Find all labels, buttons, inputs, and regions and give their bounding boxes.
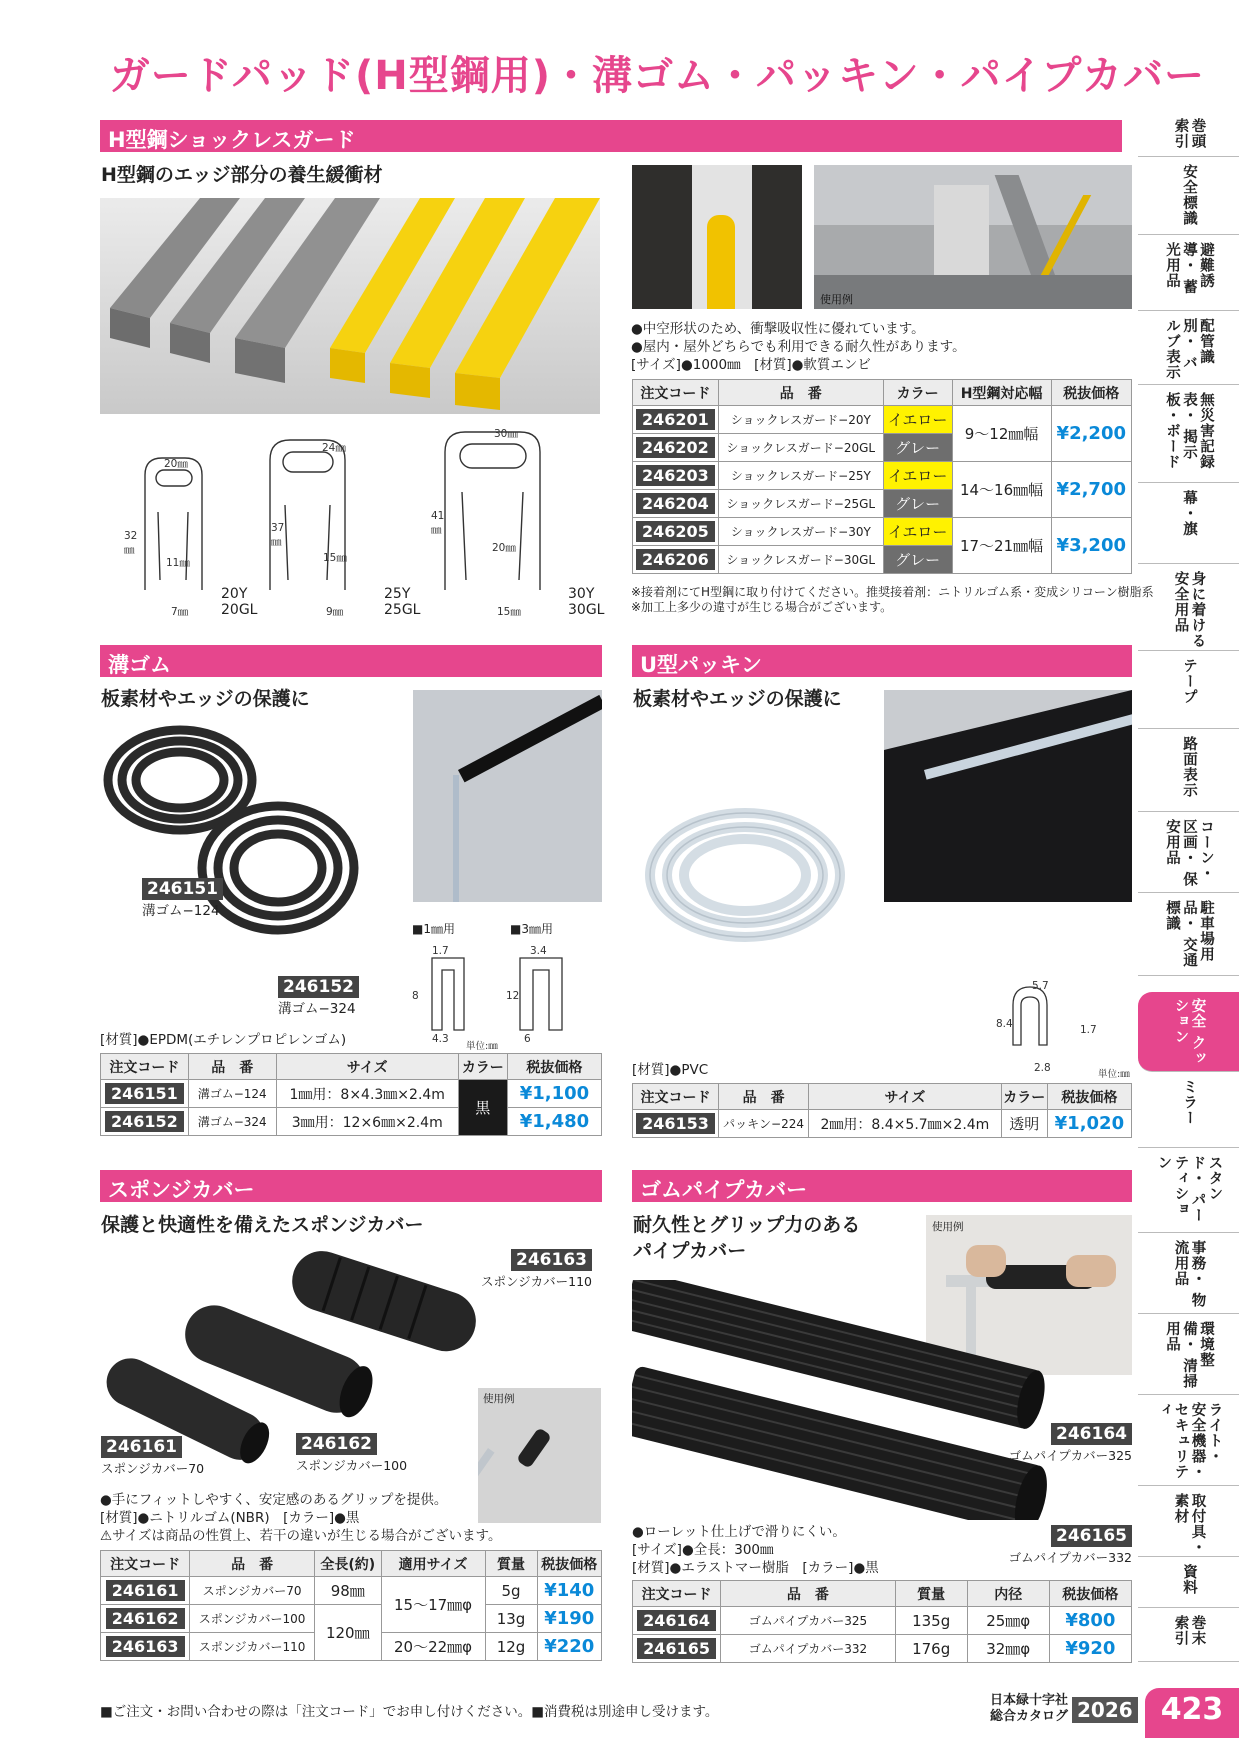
- groove-rubber-coils: [100, 720, 410, 990]
- product-name: ゴムパイプカバー325: [1008, 1448, 1132, 1463]
- shockless-footnote-1: ※接着剤にてH型鋼に取り付けてください。推奨接着剤：ニトリルゴム系・変成シリコーン樹脂系: [631, 585, 1154, 599]
- item-name: パッキン−224: [719, 1110, 809, 1138]
- product-name: 溝ゴム−324: [278, 1001, 356, 1017]
- diagram-20-width: 20㎜: [164, 458, 188, 470]
- item-name: ショックレスガード−20GL: [718, 434, 883, 462]
- price: ¥1,100: [507, 1080, 601, 1108]
- product-photo-shockless-guards: [100, 198, 600, 414]
- groove-diagram-1mm-label: ■1㎜用: [412, 922, 455, 936]
- inner-diameter: 25㎜φ: [967, 1607, 1049, 1635]
- sidebar-tab[interactable]: 配管識別・ バルブ表示: [1138, 312, 1239, 385]
- usage-photo-column-corner: [632, 165, 802, 309]
- section-header-sponge-cover: スポンジカバー: [100, 1170, 602, 1202]
- sidebar-tab[interactable]: 幕・旗: [1138, 484, 1239, 564]
- section-subtitle-2-rubber-pipe-cover: パイプカバー: [633, 1240, 747, 1262]
- order-code: 246201: [636, 409, 715, 430]
- color-cell: イエロー: [883, 462, 952, 490]
- section-header-shockless: H型鋼ショックレスガード: [100, 120, 1122, 152]
- col-item: 品 番: [188, 1054, 276, 1080]
- sidebar-tab[interactable]: 路面表示: [1138, 730, 1239, 812]
- product-code: 246152: [278, 976, 359, 998]
- sponge-70-label: [101, 1437, 204, 1478]
- groove-rubber-324-label: [278, 977, 359, 1018]
- u-packing-top: 5.7: [1032, 980, 1049, 992]
- order-code: 246163: [106, 1636, 185, 1657]
- col-order-code: 注文コード: [633, 380, 719, 406]
- catalog-year: 2026: [1072, 1697, 1138, 1723]
- diagram-30-height: 41㎜: [431, 510, 445, 536]
- col-item: 品 番: [721, 1581, 896, 1607]
- section-header-u-packing: U型パッキン: [632, 645, 1132, 677]
- u-packing-usage-photo: [884, 690, 1132, 902]
- sidebar-tab[interactable]: 取付具・ 素材: [1138, 1487, 1239, 1557]
- col-color: カラー: [1001, 1084, 1047, 1110]
- col-inner-diameter: 内径: [967, 1581, 1049, 1607]
- table-row: [633, 1635, 1132, 1663]
- shockless-note-3: [サイズ]●1000㎜ [材質]●軟質エンビ: [631, 357, 871, 373]
- diagram-30-width: 30㎜: [494, 428, 518, 440]
- section-subtitle-shockless: H型鋼のエッジ部分の養生緩衝材: [101, 164, 383, 186]
- groove-rubber-usage-photo: [413, 690, 602, 902]
- sidebar-tab[interactable]: 環境整備・ 清掃用品: [1138, 1315, 1239, 1395]
- col-mass: 質量: [485, 1551, 537, 1577]
- product-name: ゴムパイプカバー332: [1008, 1550, 1132, 1565]
- product-name: スポンジカバー100: [296, 1458, 408, 1473]
- section-subtitle-u-packing: 板素材やエッジの保護に: [633, 688, 842, 710]
- product-name: 溝ゴム−124: [142, 903, 220, 919]
- shockless-guard-illustration: [100, 198, 600, 414]
- table-row: [633, 1607, 1132, 1635]
- table-row: [101, 1080, 602, 1108]
- size: 1㎜用：8×4.3㎜×2.4m: [276, 1080, 458, 1108]
- price: ¥140: [537, 1577, 602, 1605]
- item-name: 溝ゴム−124: [188, 1080, 276, 1108]
- col-price: 税抜価格: [1049, 1581, 1131, 1607]
- groove-rubber-124-label: [142, 879, 223, 920]
- product-code: 246165: [1051, 1525, 1132, 1547]
- col-item: 品 番: [718, 380, 883, 406]
- col-order-code: 注文コード: [633, 1581, 721, 1607]
- mass: 176g: [895, 1635, 967, 1663]
- h-width: 17〜21㎜幅: [952, 518, 1051, 574]
- groove-1mm-top: 1.7: [432, 945, 449, 957]
- col-fit-size: 適用サイズ: [381, 1551, 485, 1577]
- item-name: ショックレスガード−25GL: [718, 490, 883, 518]
- shockless-note-1: ●中空形状のため、衝撃吸収性に優れています。: [631, 321, 925, 337]
- product-code: 246163: [511, 1249, 592, 1271]
- sidebar-tab[interactable]: 資料: [1138, 1558, 1239, 1608]
- mass: 5g: [485, 1577, 537, 1605]
- diagram-20-model-gl: 20GL: [221, 602, 258, 618]
- groove-1mm-bottom: 4.3: [432, 1033, 449, 1045]
- diagram-20-height: 32㎜: [124, 530, 138, 556]
- diagram-30-inner: 20㎜: [492, 542, 516, 554]
- price: ¥1,020: [1047, 1110, 1131, 1138]
- brand-company: 日本緑十字社: [989, 1693, 1068, 1708]
- item-name: ショックレスガード−20Y: [718, 406, 883, 434]
- mass: 12g: [485, 1633, 537, 1661]
- item-name: ゴムパイプカバー332: [721, 1635, 896, 1663]
- order-code: 246152: [105, 1111, 184, 1132]
- u-packing-right: 1.7: [1080, 1024, 1097, 1036]
- col-order-code: 注文コード: [633, 1084, 719, 1110]
- h-width: 9〜12㎜幅: [952, 406, 1051, 462]
- diagram-30-model-y: 30Y: [568, 586, 595, 602]
- usage-label-shockless: 使用例: [820, 293, 853, 306]
- sidebar-tab[interactable]: 避難誘導・ 蓄光用品: [1138, 236, 1239, 311]
- sidebar-tab[interactable]: スタンド・ パーティション: [1138, 1149, 1239, 1233]
- order-code: 246161: [106, 1580, 185, 1601]
- section-header-rubber-pipe-cover: ゴムパイプカバー: [632, 1170, 1132, 1202]
- diagram-25-model-gl: 25GL: [384, 602, 421, 618]
- pipe-325-label: [1008, 1424, 1132, 1465]
- groove-3mm-bottom: 6: [524, 1033, 531, 1045]
- col-price: 税抜価格: [537, 1551, 602, 1577]
- groove-1mm-side: 8: [412, 990, 419, 1002]
- section-subtitle-groove-rubber: 板素材やエッジの保護に: [101, 688, 310, 710]
- page-number: 423: [1145, 1688, 1239, 1738]
- price: ¥190: [537, 1605, 602, 1633]
- size: 3㎜用：12×6㎜×2.4m: [276, 1108, 458, 1136]
- order-code: 246205: [636, 521, 715, 542]
- sidebar-tab[interactable]: コーン・区画・ 保安用品: [1138, 813, 1239, 893]
- u-packing-bottom: 2.8: [1034, 1062, 1051, 1074]
- section-subtitle-sponge-cover: 保護と快適性を備えたスポンジカバー: [101, 1214, 424, 1236]
- table-row: [633, 406, 1132, 434]
- diagram-30-bottom: 15㎜: [497, 606, 521, 618]
- table-row: [101, 1108, 602, 1136]
- category-sidebar: [1138, 112, 1239, 1662]
- product-name: スポンジカバー110: [480, 1274, 592, 1289]
- diagram-25-height: 37㎜: [271, 522, 285, 548]
- color-cell: 透明: [1001, 1110, 1047, 1138]
- rubber-pipe-cover-price-table: [632, 1580, 1132, 1663]
- item-name: 溝ゴム−324: [188, 1108, 276, 1136]
- order-code: 246151: [105, 1083, 184, 1104]
- color-cell: グレー: [883, 434, 952, 462]
- u-packing-price-table: [632, 1083, 1132, 1138]
- diagram-25-width: 24㎜: [322, 442, 346, 454]
- footer-note: ■ご注文・お問い合わせの際は「注文コード」でお申し付けください。■消費税は別途申し受けます。: [100, 1704, 719, 1720]
- usage-photo-parking-garage: [814, 165, 1132, 309]
- col-price: 税抜価格: [507, 1054, 601, 1080]
- groove-3mm-side: 12: [506, 990, 520, 1002]
- sponge-cover-price-table: [100, 1550, 602, 1661]
- order-code: 246202: [636, 437, 715, 458]
- order-code: 246204: [636, 493, 715, 514]
- sponge-note-2: [材質]●ニトリルゴム(NBR) [カラー]●黒: [100, 1510, 360, 1526]
- color-cell: イエロー: [883, 518, 952, 546]
- length: 120㎜: [314, 1605, 381, 1661]
- color-cell: 黒: [458, 1080, 507, 1136]
- color-cell: グレー: [883, 490, 952, 518]
- pipe-note-1: ●ローレット仕上げで滑りにくい。: [632, 1524, 846, 1540]
- u-packing-material: [材質]●PVC: [632, 1062, 709, 1078]
- item-name: ゴムパイプカバー325: [721, 1607, 896, 1635]
- sidebar-tab[interactable]: 事務・ 物流用品: [1138, 1234, 1239, 1314]
- product-code: 246151: [142, 878, 223, 900]
- price: ¥3,200: [1051, 518, 1131, 574]
- product-code: 246164: [1051, 1423, 1132, 1445]
- u-packing-side: 8.4: [996, 1018, 1013, 1030]
- product-code: 246161: [101, 1436, 182, 1458]
- item-name: ショックレスガード−30Y: [718, 518, 883, 546]
- price: ¥920: [1049, 1635, 1131, 1663]
- sidebar-tab[interactable]: 巻頭 索引: [1138, 112, 1239, 157]
- section-subtitle-1-rubber-pipe-cover: 耐久性とグリップ力のある: [633, 1214, 861, 1236]
- order-code: 246165: [637, 1638, 716, 1659]
- diagram-20-model-y: 20Y: [221, 586, 248, 602]
- groove-rubber-price-table: [100, 1053, 602, 1136]
- shockless-footnote-2: ※加工上多少の違寸が生じる場合がございます。: [631, 600, 893, 614]
- price: ¥800: [1049, 1607, 1131, 1635]
- order-code: 246203: [636, 465, 715, 486]
- product-code: 246162: [296, 1433, 377, 1455]
- item-name: スポンジカバー70: [190, 1577, 315, 1605]
- diagram-20-inner: 11㎜: [166, 557, 190, 569]
- sidebar-tab[interactable]: テープ: [1138, 652, 1239, 729]
- usage-label-pipe-cover: 使用例: [932, 1221, 964, 1233]
- shockless-price-table: [632, 379, 1132, 574]
- groove-unit: 単位:㎜: [466, 1041, 498, 1052]
- sidebar-tab[interactable]: 安全標識: [1138, 158, 1239, 235]
- shockless-note-2: ●屋内・屋外どちらでも利用できる耐久性があります。: [631, 339, 966, 355]
- u-packing-coil: [640, 800, 870, 970]
- sponge-usage-photo: [478, 1388, 601, 1523]
- order-code: 246153: [636, 1113, 715, 1134]
- col-color: カラー: [883, 380, 952, 406]
- col-price: 税抜価格: [1047, 1084, 1131, 1110]
- color-cell: イエロー: [883, 406, 952, 434]
- col-mass: 質量: [895, 1581, 967, 1607]
- product-name: スポンジカバー70: [101, 1461, 205, 1476]
- diagram-20-bottom: 7㎜: [171, 606, 189, 618]
- footer-brand: [968, 1693, 1068, 1725]
- groove-3mm-top: 3.4: [530, 945, 547, 957]
- sidebar-tab[interactable]: ライト・ 安全機器・ セキュリティ: [1138, 1396, 1239, 1486]
- col-item: 品 番: [719, 1084, 809, 1110]
- rubber-pipe-cover-products: [632, 1280, 1052, 1520]
- pipe-note-3: [材質]●エラストマー樹脂 [カラー]●黒: [632, 1560, 879, 1576]
- fit-size: 20〜22㎜φ: [381, 1633, 485, 1661]
- col-length: 全長(約): [314, 1551, 381, 1577]
- col-price: 税抜価格: [1051, 380, 1131, 406]
- size: 2㎜用：8.4×5.7㎜×2.4m: [809, 1110, 1001, 1138]
- col-color: カラー: [458, 1054, 507, 1080]
- col-order-code: 注文コード: [101, 1551, 190, 1577]
- col-size: サイズ: [809, 1084, 1001, 1110]
- sponge-110-label: [474, 1250, 592, 1291]
- table-row: [101, 1577, 602, 1605]
- sidebar-tab[interactable]: 身に着ける 安全用品: [1138, 565, 1239, 651]
- mass: 13g: [485, 1605, 537, 1633]
- sidebar-tab[interactable]: ミラー: [1138, 1073, 1239, 1148]
- order-code: 246164: [637, 1610, 716, 1631]
- price: ¥2,700: [1051, 462, 1131, 518]
- item-name: ショックレスガード−30GL: [718, 546, 883, 574]
- price: ¥2,200: [1051, 406, 1131, 462]
- inner-diameter: 32㎜φ: [967, 1635, 1049, 1663]
- sponge-note-1: ●手にフィットしやすく、安定感のあるグリップを提供。: [100, 1492, 448, 1508]
- price: ¥1,480: [507, 1108, 601, 1136]
- table-row: [633, 518, 1132, 546]
- pipe-note-2: [サイズ]●全長：300㎜: [632, 1542, 774, 1558]
- table-row: [633, 1110, 1132, 1138]
- pipe-332-label: [1008, 1526, 1132, 1567]
- order-code: 246206: [636, 549, 715, 570]
- order-code: 246162: [106, 1608, 185, 1629]
- col-width: H型鋼対応幅: [952, 380, 1051, 406]
- sidebar-tab-active[interactable]: 安全 クッション: [1138, 992, 1239, 1072]
- item-name: スポンジカバー100: [190, 1605, 315, 1633]
- sidebar-tab[interactable]: 無災害記録表・ 掲示板・ボード: [1138, 386, 1239, 483]
- price: ¥220: [537, 1633, 602, 1661]
- brand-catalog: 総合カタログ: [989, 1709, 1068, 1724]
- usage-label-sponge: 使用例: [483, 1393, 515, 1405]
- fit-size: 15〜17㎜φ: [381, 1577, 485, 1633]
- item-name: スポンジカバー110: [190, 1633, 315, 1661]
- sidebar-tab[interactable]: 駐車場用品・ 交通標識: [1138, 894, 1239, 976]
- diagram-25-bottom: 9㎜: [326, 606, 344, 618]
- diagram-25-inner: 15㎜: [323, 552, 347, 564]
- page-title: ガードパッド(H型鋼用)・溝ゴム・パッキン・パイプカバー: [109, 53, 1205, 99]
- section-header-groove-rubber: 溝ゴム: [100, 645, 602, 677]
- sidebar-tab[interactable]: 巻末 索引: [1138, 1609, 1239, 1662]
- diagram-25-model-y: 25Y: [384, 586, 411, 602]
- table-row: [101, 1605, 602, 1633]
- mass: 135g: [895, 1607, 967, 1635]
- color-cell: グレー: [883, 546, 952, 574]
- item-name: ショックレスガード−25Y: [718, 462, 883, 490]
- table-row: [633, 462, 1132, 490]
- groove-material: [材質]●EPDM(エチレンプロピレンゴム): [100, 1032, 347, 1048]
- diagram-30-model-gl: 30GL: [568, 602, 605, 618]
- sponge-note-3: ⚠サイズは商品の性質上、若干の違いが生じる場合がございます。: [100, 1528, 502, 1544]
- col-size: サイズ: [276, 1054, 458, 1080]
- groove-diagram-3mm-label: ■3㎜用: [510, 922, 553, 936]
- col-order-code: 注文コード: [101, 1054, 189, 1080]
- h-width: 14〜16㎜幅: [952, 462, 1051, 518]
- length: 98㎜: [314, 1577, 381, 1605]
- sponge-100-label: [296, 1434, 407, 1475]
- col-item: 品 番: [190, 1551, 315, 1577]
- u-packing-unit: 単位:㎜: [1098, 1069, 1130, 1080]
